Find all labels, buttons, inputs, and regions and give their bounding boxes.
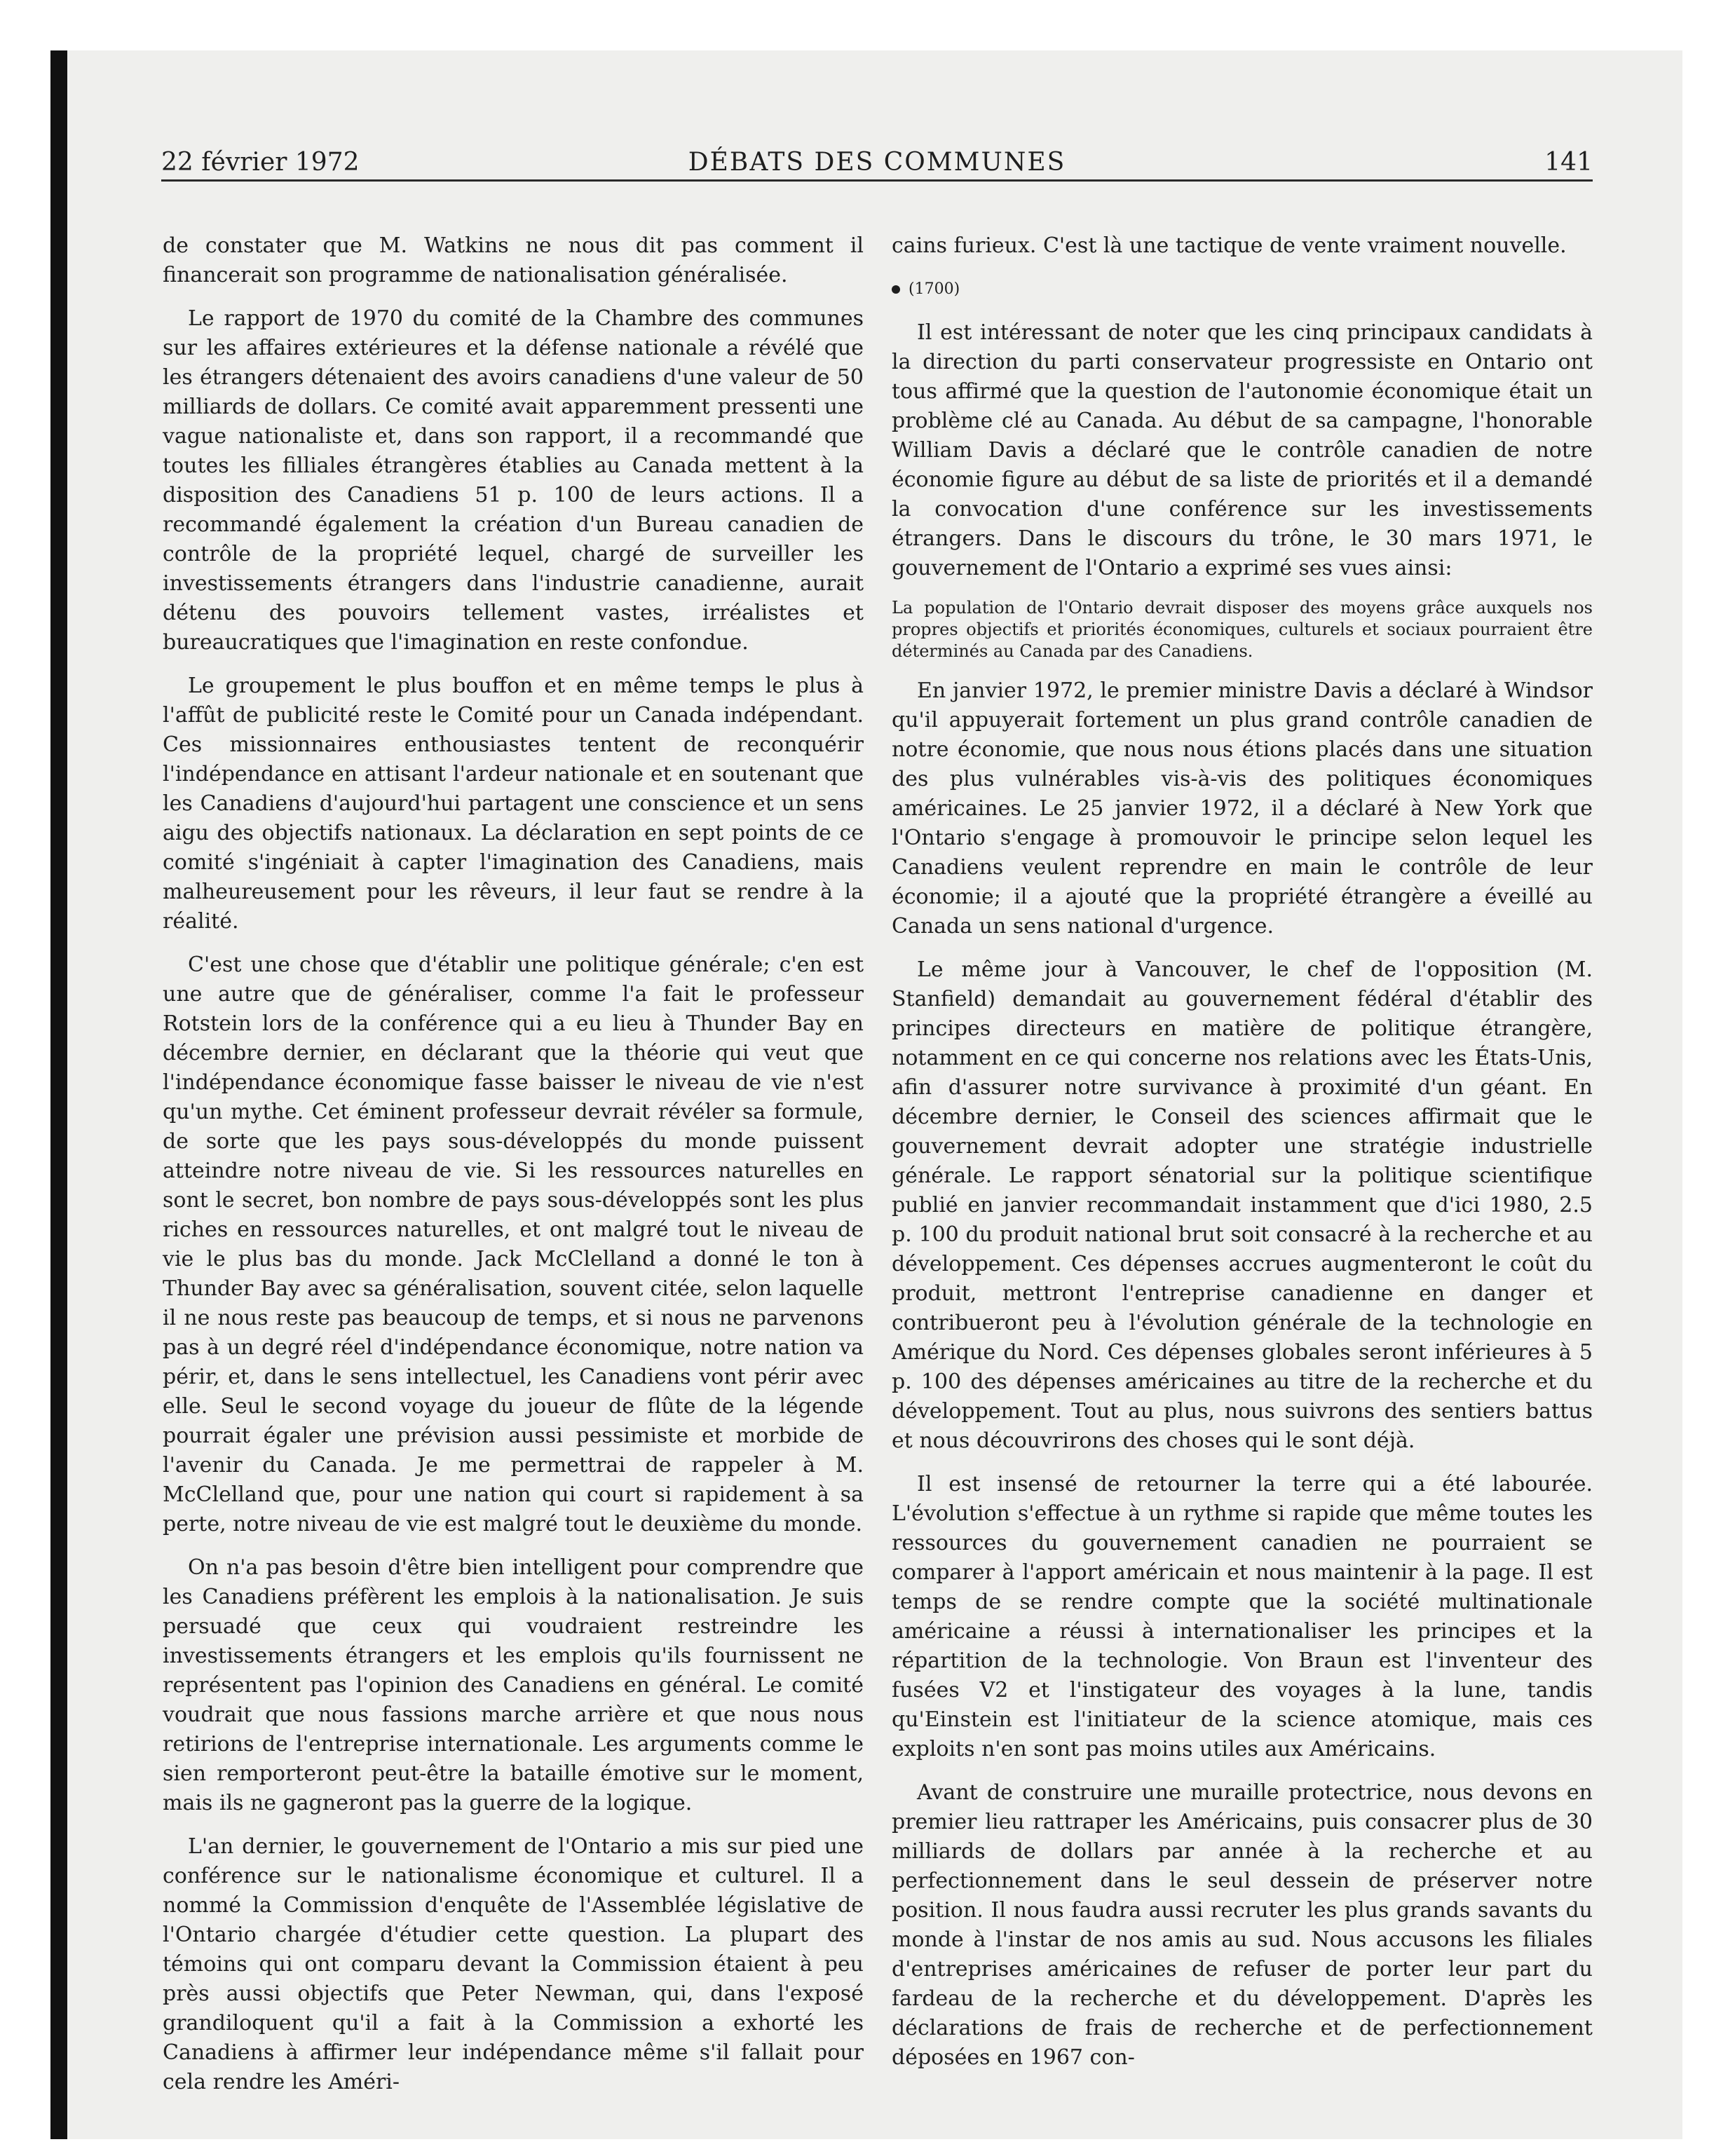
paragraph: Avant de construire une muraille protectrice, nous devons en premier lieu rattraper les Américains, puis consacrer plus de 30 milliards de dollars par année à la recherche et au perfectionnement dans le seul dessein de préserver notre position. Il nous faudra aussi recruter les plus grands savants du monde à l'instar de nos amis au sud. Nous accusons les filiales d'entreprises américaines de refuser de porter leur part du fardeau de la recherche et du développement. D'après les déclarations de frais de recherche et de perfectionnement déposées en 1967 con-: [892, 1780, 1593, 2070]
paragraph: Il est intéressant de noter que les cinq principaux candidats à la direction du parti conservateur progressiste en Ontario ont tous affirmé que la question de l'autonomie économique était un problème clé au Canada. Au début de sa campagne, l'honorable William Davis a déclaré que le contrôle canadien de notre économie figure au début de sa liste de priorités et il a demandé la convocation d'une conférence sur les investissements étrangers. Dans le discours du trône, le 30 mars 1971, le gouvernement de l'Ontario a exprimé ses vues ainsi:: [892, 320, 1593, 580]
running-header: [161, 137, 1593, 182]
paragraph: On n'a pas besoin d'être bien intelligent pour comprendre que les Canadiens préfèrent les emplois à la nationalisation. Je suis persuadé que ceux qui voudraient restreindre les investissements étrangers et les emplois qu'ils fournissent ne représentent pas l'opinion des Canadiens en général. Le comité voudrait que nous fassions marche arrière et que nous nous retirions de l'entreprise internationale. Les arguments comme le sien remporteront peut-être la bataille émotive sur le moment, mais ils ne gagneront pas la guerre de la logique.: [163, 1555, 864, 1815]
bullet-icon: [892, 285, 900, 294]
paragraph: Le rapport de 1970 du comité de la Chambre des communes sur les affaires extérieures et la défense nationale a révélé que les étrangers détenaient des avoirs canadiens d'une valeur de 50 milliards de dollars. Ce comité avait apparemment pressenti une vague nationaliste et, dans son rapport, il a recommandé que toutes les filliales étrangères établies au Canada mettent à la disposition des Canadiens 51 p. 100 de leurs actions. Il a recommandé également la création d'un Bureau canadien de contrôle de la propriété lequel, chargé de surveiller les investissements étrangers dans l'industrie canadienne, aurait détenu des pouvoirs tellement vastes, irréalistes et bureaucratiques que l'imagination en reste confondue.: [163, 306, 864, 655]
page-number: 141: [1544, 148, 1593, 177]
paragraph: C'est une chose que d'établir une politique générale; c'en est une autre que de généraliser, comme l'a fait le professeur Rotstein lors de la conférence qui a eu lieu à Thunder Bay en décembre dernier, en déclarant que la théorie qui veut que l'indépendance économique fasse baisser le niveau de vie n'est qu'un mythe. Cet éminent professeur devrait révéler sa formule, de sorte que les pays sous-développés du monde puissent atteindre notre niveau de vie. Si les ressources naturelles en sont le secret, bon nombre de pays sous-développés sont les plus riches en ressources naturelles, et ont malgré tout le niveau de vie le plus bas du monde. Jack McClelland a donné le ton à Thunder Bay avec sa généralisation, souvent citée, selon laquelle il ne nous reste pas beaucoup de temps, et si nous ne parvenons pas à un degré réel d'indépendance économique, notre nation va périr, et, dans le sens intellectuel, les Canadiens vont périr avec elle. Seul le second voyage du joueur de flûte de la légende pourrait égaler une prévision aussi pessimiste et morbide de l'avenir du Canada. Je me permettrai de rappeler à M. McClelland que, pour une nation qui court si rapidement à sa perte, notre niveau de vie est malgré tout le deuxième du monde.: [163, 953, 864, 1536]
header-date: 22 février 1972: [161, 148, 360, 177]
time-marker-text: (1700): [909, 280, 960, 298]
header-title: DÉBATS DES COMMUNES: [688, 148, 1066, 177]
right-column: [892, 231, 1593, 2073]
paragraph: de constater que M. Watkins ne nous dit pas comment il financerait son programme de nationalisation généralisée.: [163, 233, 864, 287]
paragraph: L'an dernier, le gouvernement de l'Ontario a mis sur pied une conférence sur le nationalisme économique et culturel. Il a nommé la Commission d'enquête de l'Assemblée législative de l'Ontario chargée d'étudier cette question. La plupart des témoins qui ont comparu devant la Commission étaient à peu près aussi objectifs que Peter Newman, qui, dans l'exposé grandiloquent qu'il a fait à la Commission a exhorté les Canadiens à affirmer leur indépendance même s'il fallait pour cela rendre les Améri-: [163, 1834, 864, 2094]
left-column: [163, 231, 864, 2097]
scan-edge-bar: [50, 50, 67, 2139]
paragraph: En janvier 1972, le premier ministre Davis a déclaré à Windsor qu'il appuyerait fortement un plus grand contrôle canadien de notre économie, que nous nous étions placés dans une situation des plus vulnérables vis-à-vis des politiques économiques américaines. Le 25 janvier 1972, il a déclaré à New York que l'Ontario s'engage à promouvoir le principe selon lequel les Canadiens veulent reprendre en main le contrôle de leur économie; il a ajouté que la propriété étrangère a éveillé au Canada un sens national d'urgence.: [892, 678, 1593, 939]
paragraph: Le même jour à Vancouver, le chef de l'opposition (M. Stanfield) demandait au gouvernement fédéral d'établir des principes directeurs en matière de politique étrangère, notamment en ce qui concerne nos relations avec les États-Unis, afin d'assurer notre survivance à proximité d'un géant. En décembre dernier, le Conseil des sciences affirmait que le gouvernement devrait adopter une stratégie industrielle générale. Le rapport sénatorial sur la politique scientifique publié en janvier recommandait instamment que d'ici 1980, 2.5 p. 100 du produit national brut soit consacré à la recherche et au développement. Ces dépenses accrues augmenteront le coût du produit, mettront l'entreprise canadienne en danger et contribueront peu à l'évolution générale de la technologie en Amérique du Nord. Ces dépenses globales seront inférieures à 5 p. 100 des dépenses américaines au titre de la recherche et du développement. Tout au plus, nous suivrons des sentiers battus et nous découvrirons des choses qui le sont déjà.: [892, 957, 1593, 1453]
paragraph: cains furieux. C'est là une tactique de vente vraiment nouvelle.: [892, 233, 1567, 258]
paragraph: Il est insensé de retourner la terre qui a été labourée. L'évolution s'effectue à un rythme si rapide que même toutes les ressources du gouvernement canadien ne pourraient se comparer à l'apport américain et nous maintenir à la page. Il est temps de se rendre compte que la société multinationale américaine a réussi à internationaliser les principes et la répartition de la technologie. Von Braun est l'inventeur des fusées V2 et l'instigateur des voyages à la lune, tandis qu'Einstein est l'initiateur de la science atomique, mais ces exploits n'en sont pas moins utiles aux Américains.: [892, 1472, 1593, 1761]
block-quote: La population de l'Ontario devrait disposer des moyens grâce auxquels nos propres objectifs et priorités économiques, culturels et sociaux pourraient être déterminés au Canada par des Canadiens.: [892, 598, 1593, 661]
time-marker: [892, 275, 1593, 304]
paragraph: Le groupement le plus bouffon et en même temps le plus à l'affût de publicité reste le Comité pour un Canada indépendant. Ces missionnaires enthousiastes tentent de reconquérir l'indépendance en attisant l'ardeur nationale et en soutenant que les Canadiens d'aujourd'hui partagent une conscience et un sens aigu des objectifs nationaux. La déclaration en sept points de ce comité s'ingéniait à capter l'imagination des Canadiens, mais malheureusement pour les rêveurs, il leur faut se rendre à la réalité.: [163, 674, 864, 934]
